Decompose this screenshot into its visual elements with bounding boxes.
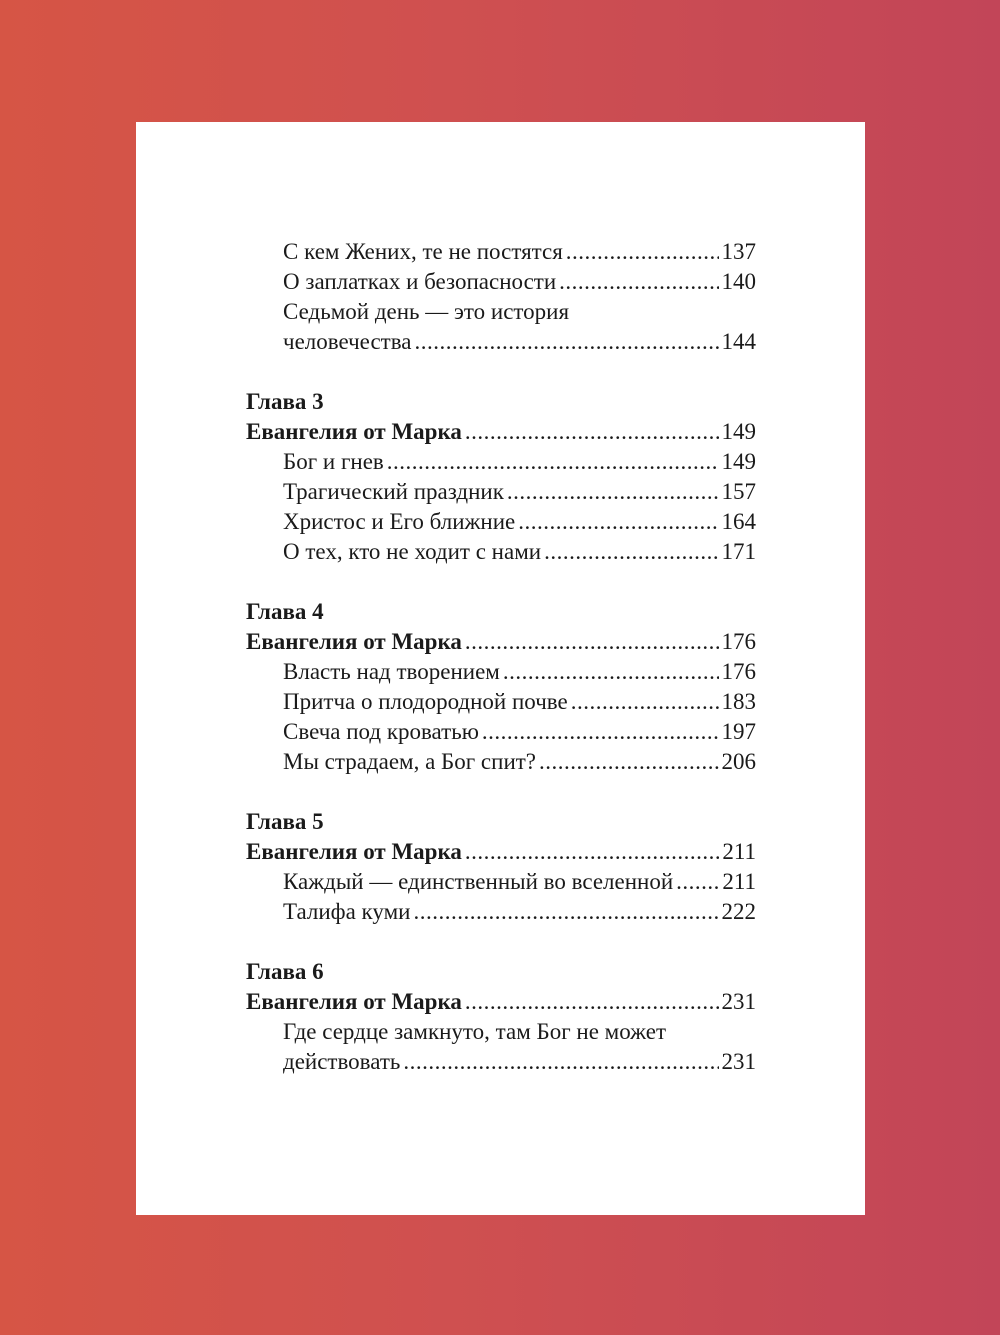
toc-entry-first-line bbox=[246, 1017, 756, 1047]
toc-entry-title: С кем Жених, те не постятся bbox=[283, 239, 563, 264]
toc-leader-dots bbox=[387, 447, 719, 477]
toc-entry-page: 137 bbox=[721, 239, 756, 264]
toc-entry bbox=[246, 897, 756, 927]
toc-entry-title: Мы страдаем, а Бог спит? bbox=[283, 749, 537, 774]
toc-entry-title: Талифа куми bbox=[283, 899, 411, 924]
toc-entry-page: 176 bbox=[721, 629, 756, 654]
toc-entry-page: 231 bbox=[721, 1049, 756, 1074]
toc-leader-dots bbox=[559, 267, 718, 297]
toc-leader-dots bbox=[571, 687, 719, 717]
toc-entry-page: 149 bbox=[721, 419, 756, 444]
toc-entry-title: Притча о плодородной почве bbox=[283, 689, 568, 714]
toc-entry-page: 157 bbox=[721, 479, 756, 504]
toc-entry-title-continued: человечества bbox=[283, 329, 412, 354]
chapter-title: Евангелия от Марка bbox=[246, 989, 462, 1014]
toc-entry bbox=[246, 327, 756, 357]
toc-entry bbox=[246, 267, 756, 297]
book-page bbox=[136, 122, 865, 1215]
toc-entry-page: 197 bbox=[721, 719, 756, 744]
toc-entry-page: 171 bbox=[721, 539, 756, 564]
toc-entry bbox=[246, 867, 756, 897]
toc-leader-dots bbox=[566, 237, 719, 267]
toc-leader-dots bbox=[465, 417, 719, 447]
toc-entry-page: 164 bbox=[721, 509, 756, 534]
section-gap bbox=[246, 927, 756, 957]
toc-entry-page: 222 bbox=[721, 899, 756, 924]
toc-entry bbox=[246, 507, 756, 537]
toc-entry bbox=[246, 687, 756, 717]
toc-entry-page: 140 bbox=[721, 269, 756, 294]
toc-entry-page: 176 bbox=[721, 659, 756, 684]
chapter-title-entry bbox=[246, 837, 756, 867]
toc-entry-title: Трагический праздник bbox=[283, 479, 504, 504]
chapter-title-entry bbox=[246, 987, 756, 1017]
toc-entry bbox=[246, 747, 756, 777]
toc-entry-title: Где сердце замкнуто, там Бог не может bbox=[283, 1019, 667, 1044]
toc-leader-dots bbox=[403, 1047, 718, 1077]
chapter-title: Евангелия от Марка bbox=[246, 419, 462, 444]
toc-entry-title: Каждый — единственный во вселенной bbox=[283, 869, 674, 894]
toc-entry-page: 144 bbox=[721, 329, 756, 354]
toc-entry-title: Седьмой день — это история bbox=[283, 299, 570, 324]
toc-entry-page: 183 bbox=[721, 689, 756, 714]
toc-entry-title: О тех, кто не ходит с нами bbox=[283, 539, 542, 564]
chapter-title-entry bbox=[246, 627, 756, 657]
toc-leader-dots bbox=[676, 867, 719, 897]
toc-entry-page: 149 bbox=[721, 449, 756, 474]
toc-entry-title-continued: действовать bbox=[283, 1049, 401, 1074]
toc-leader-dots bbox=[482, 717, 719, 747]
chapter-label: Глава 3 bbox=[246, 389, 324, 414]
toc-entry-title: Бог и гнев bbox=[283, 449, 384, 474]
section-gap bbox=[246, 777, 756, 807]
chapter-label: Глава 5 bbox=[246, 809, 324, 834]
toc-leader-dots bbox=[539, 747, 718, 777]
toc-entry-title: Свеча под кроватью bbox=[283, 719, 479, 744]
toc-leader-dots bbox=[518, 507, 718, 537]
chapter-title: Евангелия от Марка bbox=[246, 839, 462, 864]
toc-entry bbox=[246, 1047, 756, 1077]
chapter-title: Евангелия от Марка bbox=[246, 629, 462, 654]
toc-entry-page: 206 bbox=[721, 749, 756, 774]
toc-leader-dots bbox=[465, 987, 719, 1017]
toc-leader-dots bbox=[507, 477, 719, 507]
toc-entry bbox=[246, 447, 756, 477]
toc-entry-title: Христос и Его ближние bbox=[283, 509, 516, 534]
toc-entry-title: О заплатках и безопасности bbox=[283, 269, 557, 294]
chapter-label: Глава 6 bbox=[246, 959, 324, 984]
toc-entry-page: 211 bbox=[722, 839, 756, 864]
chapter-title-entry bbox=[246, 417, 756, 447]
chapter-label: Глава 4 bbox=[246, 599, 324, 624]
toc-entry-page: 211 bbox=[722, 869, 756, 894]
toc-entry-page: 231 bbox=[721, 989, 756, 1014]
toc-entry bbox=[246, 537, 756, 567]
toc-leader-dots bbox=[413, 897, 718, 927]
section-gap bbox=[246, 357, 756, 387]
toc-entry bbox=[246, 657, 756, 687]
toc-entry bbox=[246, 477, 756, 507]
table-of-contents bbox=[246, 237, 756, 1077]
toc-entry bbox=[246, 717, 756, 747]
toc-leader-dots bbox=[415, 327, 719, 357]
toc-entry-title: Власть над творением bbox=[283, 659, 500, 684]
toc-entry bbox=[246, 237, 756, 267]
section-gap bbox=[246, 567, 756, 597]
toc-leader-dots bbox=[465, 837, 719, 867]
toc-leader-dots bbox=[544, 537, 718, 567]
toc-entry-first-line bbox=[246, 297, 756, 327]
toc-leader-dots bbox=[503, 657, 719, 687]
toc-leader-dots bbox=[465, 627, 719, 657]
